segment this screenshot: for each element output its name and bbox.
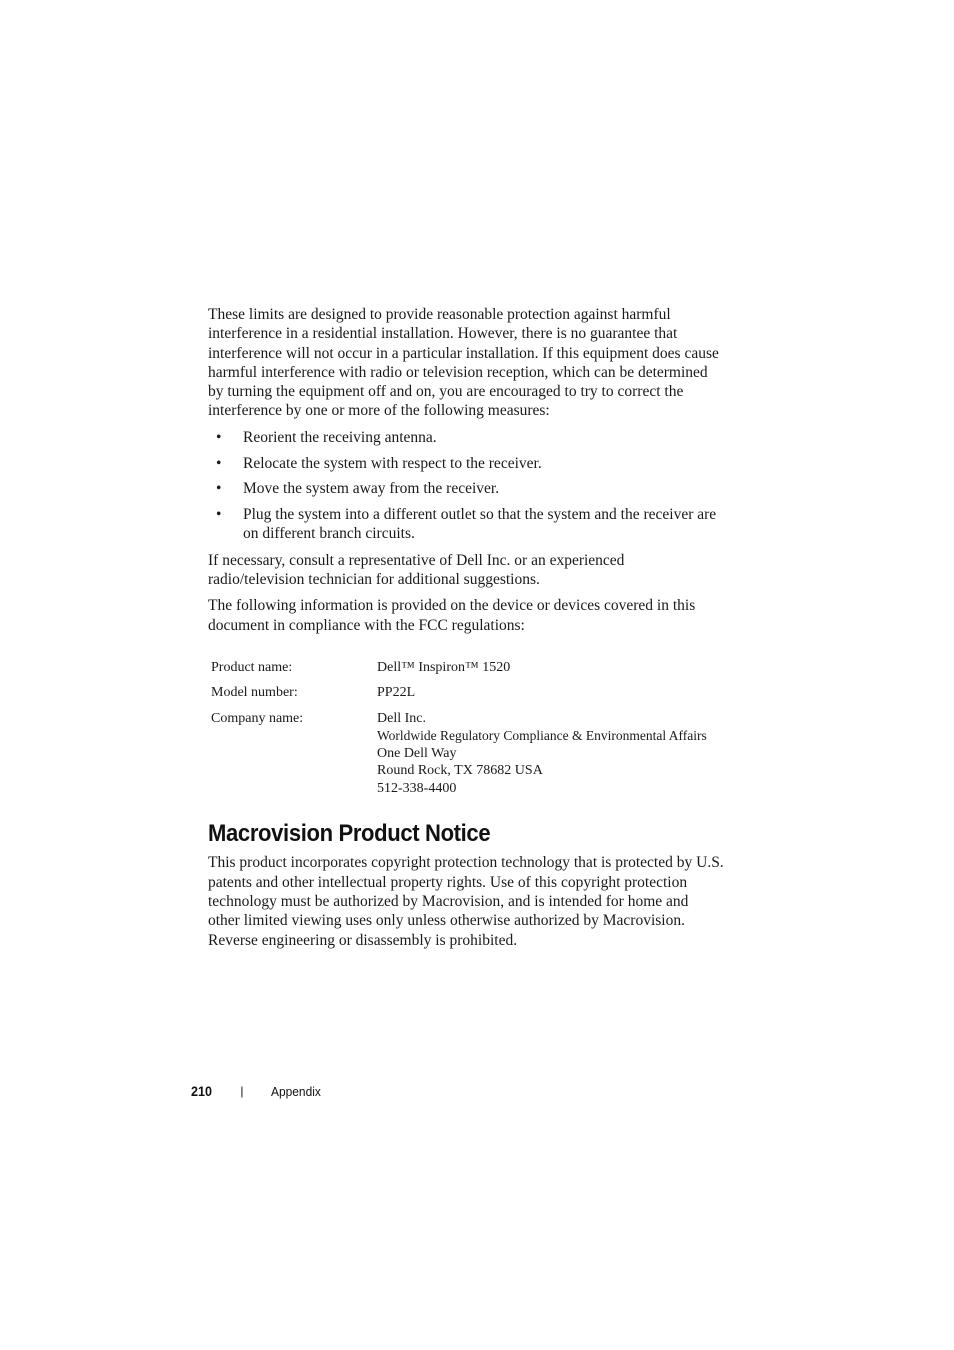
company-department-line: Worldwide Regulatory Compliance & Environmental Affairs [377, 728, 707, 744]
measures-list [208, 428, 724, 544]
product-name-value: Dell™ Inspiron™ 1520 [377, 659, 511, 675]
company-city-line: Round Rock, TX 78682 USA [377, 763, 543, 779]
product-name-label: Product name: [211, 659, 293, 675]
model-number-label: Model number: [211, 685, 298, 701]
company-name-line: Dell Inc. [377, 710, 426, 726]
company-address [377, 702, 707, 798]
measure-text: Move the system away from the receiver. [243, 480, 500, 498]
table-row [211, 702, 707, 798]
bullet-icon: • [216, 506, 222, 524]
list-item [208, 428, 724, 447]
page-footer [191, 1083, 326, 1099]
company-street-line: One Dell Way [377, 745, 457, 761]
list-item [208, 454, 724, 473]
bullet-icon: • [216, 480, 222, 498]
section-heading: Macrovision Product Notice [208, 820, 491, 848]
macrovision-paragraph: This product incorporates copyright protection technology that is protected by U.S. patents and other intellectual property rights. Use of this copyright protection technology must be authorized by Macrovision, and is intended for home and other limited viewing uses only unless otherwise authorized by Macrovision. Reverse engineering or disassembly is prohibited. [208, 854, 724, 949]
company-name-label: Company name: [211, 710, 304, 726]
company-phone-line: 512-338-4400 [377, 780, 457, 796]
list-item [208, 505, 724, 544]
measure-text: Relocate the system with respect to the receiver. [243, 454, 542, 472]
footer-separator: | [240, 1084, 244, 1098]
intro-paragraph: These limits are designed to provide reasonable protection against harmful interference in a residential installation. However, there is no guarantee that interference will not occur in a particular installation. If this equipment does cause harmful interference with radio or television reception, which can be determined by turning the equipment off and on, you are encouraged to try to correct the interference by one or more of the following measures: [208, 306, 719, 420]
list-item [208, 479, 724, 498]
page-number: 210 [191, 1083, 213, 1099]
footer-section-name: Appendix [271, 1083, 322, 1099]
consult-paragraph: If necessary, consult a representative of Dell Inc. or an experienced radio/television technician for additional suggestions. [208, 551, 625, 589]
measure-text: Plug the system into a different outlet so that the system and the receiver are on different branch circuits. [243, 506, 717, 543]
page-content [208, 305, 724, 950]
measure-text: Reorient the receiving antenna. [243, 428, 437, 446]
table-row [211, 676, 707, 702]
model-number-value: PP22L [377, 685, 416, 701]
fcc-paragraph: The following information is provided on the device or devices covered in this document in compliance with the FCC regulations: [208, 597, 696, 634]
device-info-table [211, 659, 707, 798]
table-row [211, 659, 707, 677]
bullet-icon: • [216, 428, 222, 446]
bullet-icon: • [216, 454, 222, 472]
